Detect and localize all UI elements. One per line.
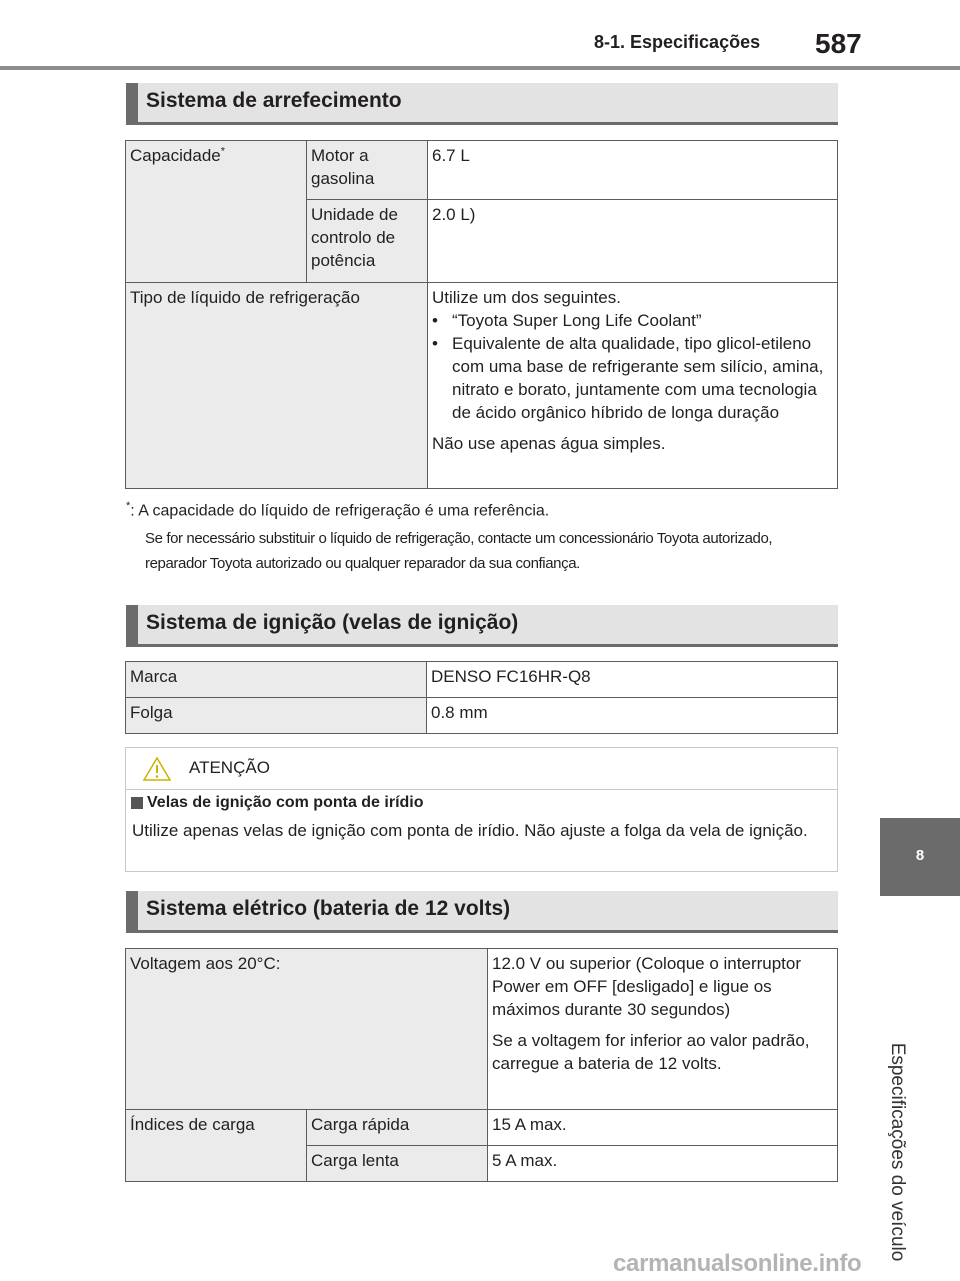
fast-charge-value: 15 A max. bbox=[488, 1110, 838, 1146]
capacity-label-cell bbox=[126, 141, 307, 283]
footnote bbox=[126, 500, 549, 520]
slow-charge-value: 5 A max. bbox=[488, 1146, 838, 1182]
voltage-label: Voltagem aos 20°C: bbox=[126, 949, 488, 1110]
electrical-section-title: Sistema elétrico (bateria de 12 volts) bbox=[146, 897, 511, 920]
capacity-footnote-mark: * bbox=[220, 145, 226, 158]
list-item: • Equivalente de alta qualidade, tipo glicol-etileno com uma base de refrigerante sem silício, amina, nitrato e borato, juntamente com uma tecnologia de ácido orgânico híbrido de longa duração bbox=[432, 332, 833, 424]
gap-label: Folga bbox=[126, 698, 427, 734]
square-bullet-icon bbox=[131, 797, 143, 809]
coolant-note: Não use apenas água simples. bbox=[432, 434, 666, 453]
cooling-section-header bbox=[126, 83, 838, 125]
cooling-section-title: Sistema de arrefecimento bbox=[146, 89, 402, 112]
slow-charge-label: Carga lenta bbox=[307, 1146, 488, 1182]
section-title: 8-1. Especificações bbox=[594, 32, 761, 52]
charge-label: Índices de carga bbox=[126, 1110, 307, 1182]
table-row bbox=[126, 1110, 838, 1146]
warning-box bbox=[125, 747, 838, 872]
electrical-table bbox=[125, 948, 838, 1182]
page-number: 587 bbox=[815, 28, 862, 59]
warning-triangle-icon bbox=[142, 756, 172, 782]
coolant-label: Tipo de líquido de refrigeração bbox=[126, 283, 428, 489]
coolant-bullet-1: “Toyota Super Long Life Coolant” bbox=[452, 311, 702, 330]
ignition-table bbox=[125, 661, 838, 734]
gap-value: 0.8 mm bbox=[427, 698, 838, 734]
warning-title: ATENÇÃO bbox=[189, 758, 270, 777]
chapter-number: 8 bbox=[915, 847, 925, 864]
watermark: carmanualsonline.info bbox=[613, 1250, 862, 1277]
gasoline-value: 6.7 L bbox=[428, 141, 838, 200]
warning-text: Utilize apenas velas de ignição com ponta de irídio. Não ajuste a folga da vela de ignição. bbox=[132, 821, 808, 840]
fast-charge-label: Carga rápida bbox=[307, 1110, 488, 1146]
brand-label: Marca bbox=[126, 662, 427, 698]
pcu-value: 2.0 L) bbox=[428, 200, 838, 283]
brand-value: DENSO FC16HR-Q8 bbox=[427, 662, 838, 698]
footnote-detail: Se for necessário substituir o líquido de refrigeração, contacte um concessionário Toyota autorizado, reparador Toyota autorizado ou qualquer reparador da sua confiança. bbox=[145, 530, 773, 572]
voltage-value: 12.0 V ou superior (Coloque o interruptor Power em OFF [desligado] e ligue os máximos durante 30 segundos) bbox=[492, 954, 802, 1019]
table-row bbox=[126, 141, 838, 200]
coolant-bullet-2: Equivalente de alta qualidade, tipo glicol-etileno com uma base de refrigerante sem silício, amina, nitrato e borato, juntamente com uma tecnologia de ácido orgânico híbrido de longa duração bbox=[452, 334, 824, 422]
coolant-value-cell bbox=[428, 283, 838, 489]
list-item: • “Toyota Super Long Life Coolant” bbox=[432, 311, 702, 330]
gasoline-label: Motor a gasolina bbox=[307, 141, 428, 200]
voltage-note: Se a voltagem for inferior ao valor padrão, carregue a bateria de 12 volts. bbox=[492, 1031, 810, 1073]
ignition-section-title: Sistema de ignição (velas de ignição) bbox=[146, 611, 519, 634]
capacity-label: Capacidade bbox=[130, 146, 221, 165]
table-row bbox=[126, 283, 838, 489]
cooling-table bbox=[125, 140, 838, 489]
header-rule bbox=[0, 66, 960, 70]
table-row bbox=[126, 698, 838, 734]
coolant-intro: Utilize um dos seguintes. bbox=[432, 288, 621, 307]
chapter-tab bbox=[880, 818, 960, 896]
chapter-label-wrap bbox=[872, 1042, 922, 1262]
chapter-label: Especificações do veículo bbox=[887, 1042, 908, 1262]
pcu-label: Unidade de controlo de potência bbox=[307, 200, 428, 283]
warning-header bbox=[126, 748, 837, 790]
electrical-section-header bbox=[126, 891, 838, 933]
footnote-mark: * bbox=[126, 500, 131, 512]
warning-subtitle: Velas de ignição com ponta de irídio bbox=[147, 794, 424, 811]
footnote-text: : A capacidade do líquido de refrigeração é uma referência. bbox=[130, 502, 550, 520]
table-row bbox=[126, 662, 838, 698]
voltage-value-cell bbox=[488, 949, 838, 1110]
ignition-section-header bbox=[126, 605, 838, 647]
table-row bbox=[126, 949, 838, 1110]
warning-subtitle-row bbox=[131, 794, 424, 812]
